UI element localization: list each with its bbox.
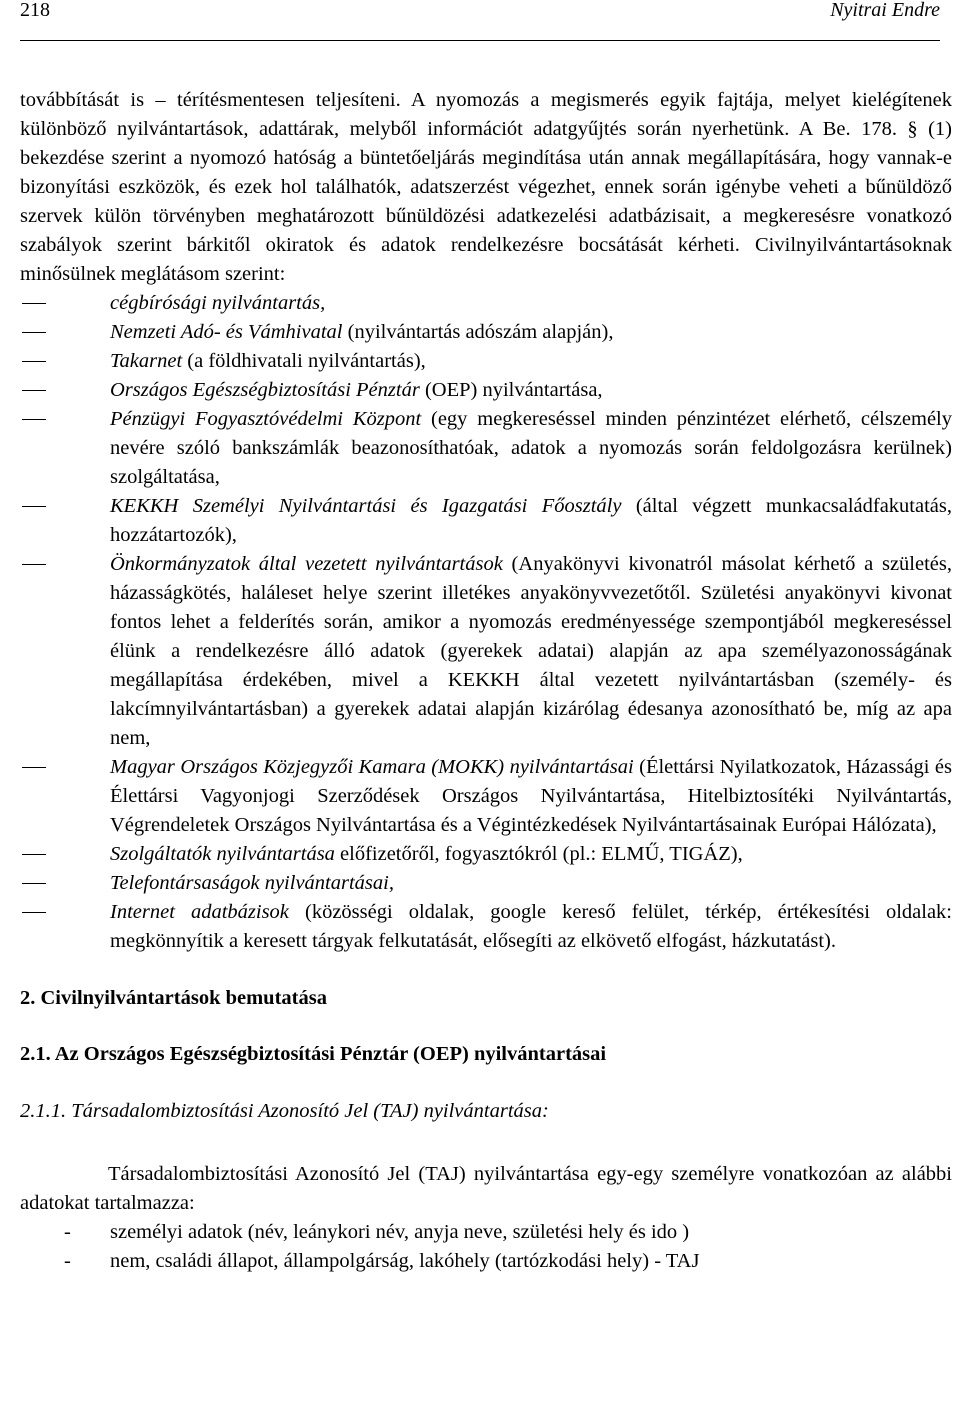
dash-bullet: [22, 912, 46, 913]
list-item: Szolgáltatók nyilvántartása előfizetőről, fogyasztókról (pl.: ELMŰ, TIGÁZ),: [20, 840, 952, 869]
dash-bullet: [22, 332, 46, 333]
dash-bullet: [22, 419, 46, 420]
dash-bullet: [22, 390, 46, 391]
list-item: Internet adatbázisok (közösségi oldalak, google kereső felület, térkép, értékesítési oldalak: megkönnyítik a keresett tárgyak felkutatását, elősegíti az elkövető elfogást, házkutatást).: [20, 898, 952, 956]
list-item: cégbírósági nyilvántartás,: [20, 289, 952, 318]
section-heading-2: 2. Civilnyilvántartások bemutatása: [20, 987, 327, 1009]
page-body: [20, 86, 952, 1276]
dash-bullet: [22, 854, 46, 855]
dash-bullet: [22, 303, 46, 304]
running-head-author: Nyitrai Endre: [830, 0, 940, 21]
section-heading-2-1-1: 2.1.1. Társadalombiztosítási Azonosító Jel (TAJ) nyilvántartása:: [20, 1100, 549, 1122]
list-item: Pénzügyi Fogyasztóvédelmi Központ (egy megkereséssel minden pénzintézet elérhető, célszemély nevére szóló bankszámlák beazonosíthatóak, adatok a nyomozás során feldolgozásra kerülnek) szolgáltatása,: [20, 405, 952, 492]
list-item: Önkormányzatok által vezetett nyilvántartások (Anyakönyvi kivonatról másolat kérhető a születés, házasságkötés, haláleset helye szerint illetékes anyakönyvvezetőtől. Születési anyakönyvi kivonat fontos lehet a felderítés során, amikor a nyomozás eredményessége szempontjából megkereséssel élünk a rendelkezésre álló adatok (gyerekek adatai) alapján az apa személyazonosságának megállapítása érdekében, mivel a KEKKH által vezetett nyilvántartásban (személy- és lakcímnyilvántartásban) a gyerekek adatai alapján kizárólag édesanya azonosítható be, míg az apa nem,: [20, 550, 952, 753]
dash-bullet: [22, 767, 46, 768]
list-item: Országos Egészségbiztosítási Pénztár (OEP) nyilvántartása,: [20, 376, 952, 405]
dash-bullet: [22, 506, 46, 507]
taj-data-list: [20, 1218, 952, 1276]
taj-paragraph: Társadalombiztosítási Azonosító Jel (TAJ) nyilvántartása egy-egy személyre vonatkozóan az alábbi adatokat tartalmazza:: [20, 1163, 952, 1214]
intro-paragraph: továbbítását is – térítésmentesen teljesíteni. A nyomozás a megismerés egyik fajtája, melyet kielégítenek különböző nyilvántartások, adattárak, melyből információt adatgyűjtés során nyerhetünk. A Be. 178. § (1) bekezdése szerint a nyomozó hatóság a büntetőeljárás megindítása után annak megállapítására, hogy vannak-e bizonyítási eszközök, és ezek hol találhatók, adatszerzést végezhet, ennek során igénybe veheti a bűnüldöző szervek külön törvényben meghatározott bűnüldözési adatkezelési adatbázisait, a megkeresésre vonatkozó szabályok szerint bárkitől okiratok és adatok rendelkezésre bocsátását kérheti. Civilnyilvántartásoknak minősülnek meglátásom szerint:: [20, 89, 952, 285]
dash-bullet: [22, 564, 46, 565]
list-item: Magyar Országos Közjegyzői Kamara (MOKK) nyilvántartásai (Élettársi Nyilatkozatok, Házassági és Élettársi Vagyonjogi Szerződések Országos Nyilvántartása, Hitelbiztosítéki Nyilvántartás, Végrendeletek Országos Nyilvántartása és a Végintézkedések Nyilvántartásainak Európai Hálózata),: [20, 753, 952, 840]
hyphen-bullet: -: [64, 1221, 71, 1243]
list-item: - személyi adatok (név, leánykori név, anyja neve, születési hely és ido ): [20, 1218, 952, 1247]
list-item: Telefontársaságok nyilvántartásai,: [20, 869, 952, 898]
list-item: KEKKH Személyi Nyilvántartási és Igazgatási Főosztály (által végzett munkacsaládfakutatás, hozzátartozók),: [20, 492, 952, 550]
list-item: Takarnet (a földhivatali nyilvántartás),: [20, 347, 952, 376]
dash-bullet: [22, 883, 46, 884]
hyphen-bullet: -: [64, 1250, 71, 1272]
dash-bullet: [22, 361, 46, 362]
list-item: - nem, családi állapot, állampolgárság, lakóhely (tartózkodási hely) - TAJ: [20, 1247, 952, 1276]
section-heading-2-1: 2.1. Az Országos Egészségbiztosítási Pénztár (OEP) nyilvántartásai: [20, 1043, 607, 1065]
header-rule: [20, 40, 940, 41]
page-number: 218: [20, 0, 50, 21]
registry-list: [20, 289, 952, 956]
page-header: [0, 0, 960, 24]
list-item: Nemzeti Adó- és Vámhivatal (nyilvántartás adószám alapján),: [20, 318, 952, 347]
